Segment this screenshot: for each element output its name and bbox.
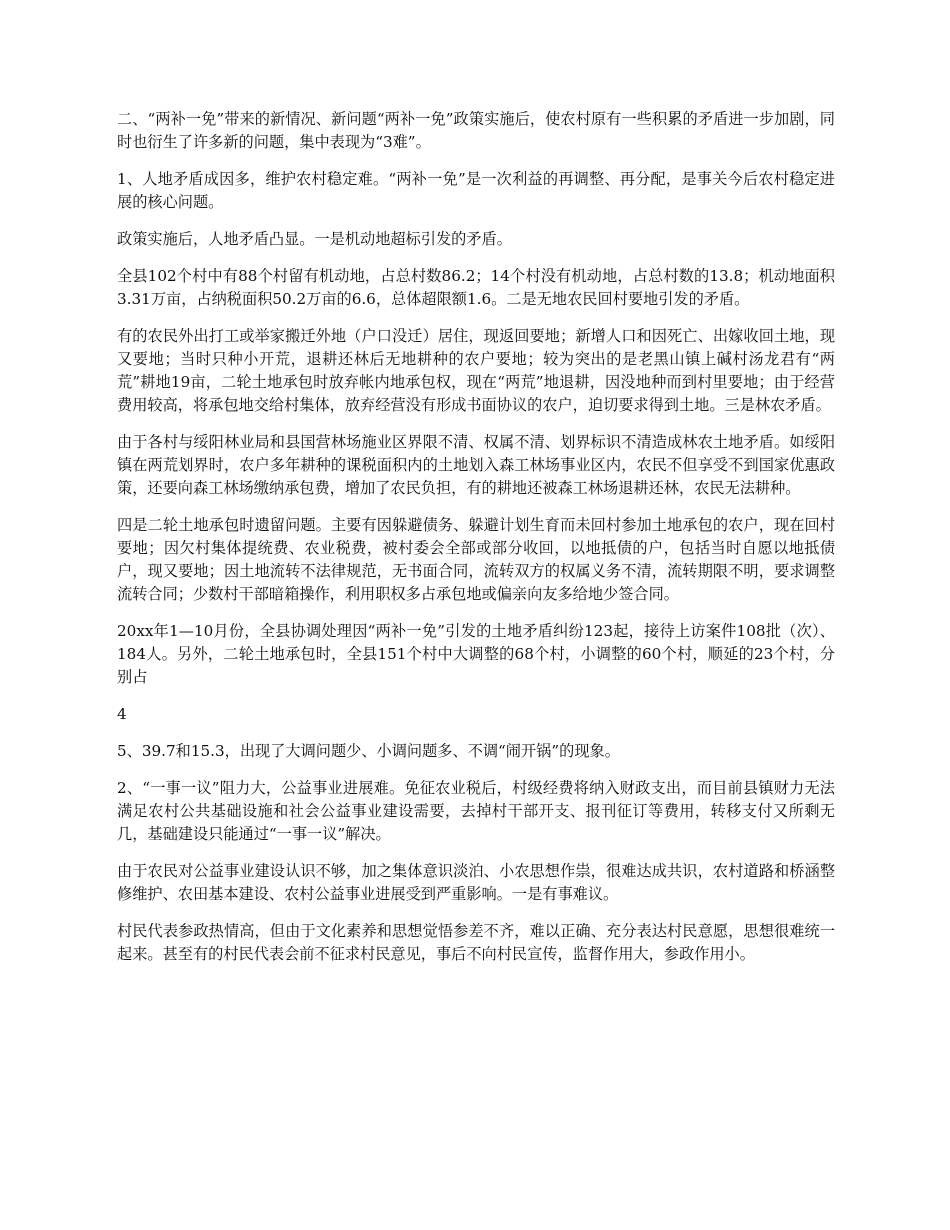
paragraph-mobile-land-stats: 全县102个村中有88个村留有机动地，占总村数86.2；14个村没有机动地，占总村数的13.8；机动地面积3.31万亩，占纳税面积50.2万亩的6.6，总体超限额1.6。二是无地农民回村要地引发的矛盾。	[117, 267, 835, 308]
paragraph-forestry-conflict: 由于各村与绥阳林业局和县国营林场施业区界限不清、权属不清、划界标识不清造成林农土地矛盾。如绥阳镇在两荒划界时，农户多年耕种的课税面积内的土地划入森工林场事业区内，农民不但享受不到国家优惠政策，还要向森工林场缴纳承包费，增加了农民负担，有的耕地还被森工林场退耕还林，农民无法耕种。	[117, 433, 835, 497]
paragraph-public-welfare-awareness: 由于农民对公益事业建设认识不够，加之集体意识淡泊、小农思想作祟，很难达成共识，农村道路和桥涵整修维护、农田基本建设、农村公益事业进展受到严重影响。一是有事难议。	[117, 862, 835, 903]
paragraph-fragment-number: 4	[117, 705, 127, 723]
paragraph-policy-implementation: 政策实施后，人地矛盾凸显。一是机动地超标引发的矛盾。	[117, 230, 512, 248]
document-body	[117, 108, 835, 980]
paragraph-land-conflict-heading: 1、人地矛盾成因多，维护农村稳定难。“两补一免”是一次利益的再调整、再分配，是事关今后农村稳定进展的核心问题。	[117, 170, 835, 211]
paragraph-villager-representatives: 村民代表参政热情高，但由于文化素养和思想觉悟参差不齐，难以正确、充分表达村民意愿，思想很难统一起来。甚至有的村民代表会前不征求村民意见，事后不向村民宣传，监督作用大，参政作用小。	[117, 922, 835, 963]
paragraph-one-matter-one-discussion: 2、“一事一议”阻力大，公益事业进展难。免征农业税后，村级经费将纳入财政支出，而目前县镇财力无法满足农村公共基础设施和社会公益事业建设需要，去掉村干部开支、报刊征订等费用，转移支付又所剩无几，基础建设只能通过“一事一议”解决。	[117, 779, 835, 843]
paragraph-returning-farmers: 有的农民外出打工或举家搬迁外地（户口没迁）居住，现返回要地；新增人口和因死亡、出嫁收回土地，现又要地；当时只种小开荒，退耕还林后无地耕种的农户要地；较为突出的是老黑山镇上碱村汤龙君有“两荒”耕地19亩，二轮土地承包时放弃帐内地承包权，现在“两荒”地退耕，因没地种而到村里要地；由于经营费用较高，将承包地交给村集体，放弃经营没有形成书面协议的农户，迫切要求得到土地。三是林农矛盾。	[117, 327, 835, 414]
paragraph-contract-legacy-issues: 四是二轮土地承包时遗留问题。主要有因躲避债务、躲避计划生育而未回村参加土地承包的农户，现在回村要地；因欠村集体提统费、农业税费，被村委会全部或部分收回，以地抵债的户，包括当时自愿以地抵债户，现又要地；因土地流转不法律规范，无书面合同，流转双方的权属义务不清，流转期限不明，要求调整流转合同；少数村干部暗箱操作，利用职权多占承包地或偏亲向友多给地少签合同。	[117, 516, 835, 603]
paragraph-adjustment-phenomenon: 5、39.7和15.3，出现了大调问题少、小调问题多、不调“闹开锅”的现象。	[117, 742, 620, 760]
paragraph-two-subsidies-intro: 二、“两补一免”带来的新情况、新问题“两补一免”政策实施后，使农村原有一些积累的矛盾进一步加剧，同时也衍生了许多新的问题，集中表现为“3难”。	[117, 110, 835, 151]
paragraph-dispute-statistics: 20xx年1—10月份，全县协调处理因“两补一免”引发的土地矛盾纠纷123起，接待上访案件108批（次）、184人。另外，二轮土地承包时，全县151个村中大调整的68个村，小调整的60个村，顺延的23个村，分别占	[117, 622, 835, 686]
